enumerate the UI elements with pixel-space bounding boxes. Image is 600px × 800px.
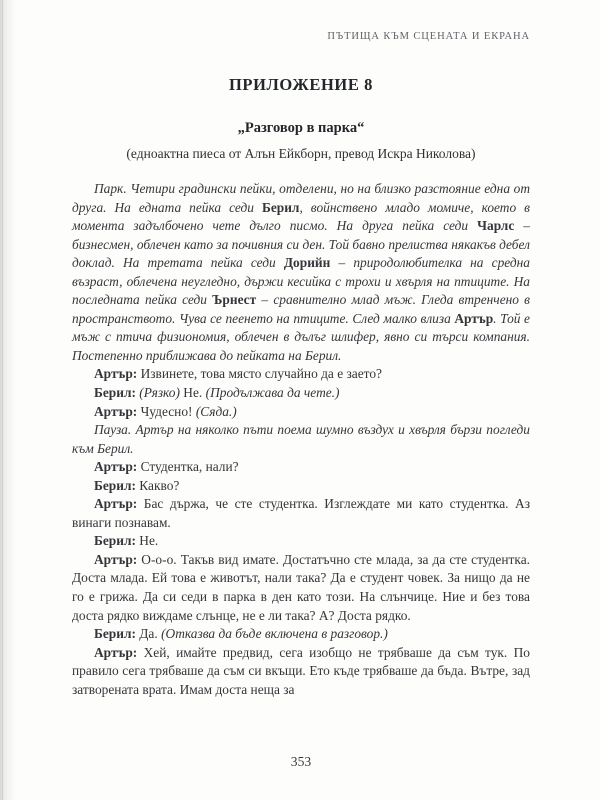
speech-text: Да. [135,626,162,642]
dialogue-line [72,644,530,700]
play-body [72,180,530,699]
speaker-name: Берил: [94,533,136,549]
scan-gutter-line [2,0,3,800]
stage-text-6: . Той е мъж с птича физиономия, облечен в дълъг шлифер, явно си търси компания. Постепенно приближава до пейката на Берил. [72,310,530,363]
page-content [72,0,530,800]
stage-text-1: Парк. Четири градински пейки, отделени, но на близко разстояние една от друга. На едната пейка седи [72,181,530,215]
character-charles: Чарлс [477,218,515,234]
speech-text: Студентка, нали? [137,459,239,475]
dialogue-line [72,458,530,477]
character-doreen: Дорийн [283,255,331,271]
stage-text-5: – сравнително млад мъж. Гледа втренчено в пространството. Чува се пеенето на птиците. След малко влиза [72,292,530,326]
speaker-name: Артър: [94,366,138,382]
speaker-name: Берил: [94,477,136,493]
speech-text: Извинете, това място случайно да е заето? [137,366,382,382]
stage-text-2: , войнствено младо момиче, което в момента задълбочено чете дълго писмо. На друга пейка седи [72,199,530,234]
character-arthur: Артър [454,310,494,326]
speaker-name: Берил: [94,626,136,642]
post-direction: (Отказва да бъде включена в разговор.) [161,626,388,642]
speech-text: Хей, имайте предвид, сега изобщо не трябваше да съм тук. По правило сега трябваше да съм си вкъщи. Ето къде трябваше да бъда. Вътре, зад затворената врата. Имам доста неща за [72,644,530,697]
speaker-name: Берил: [94,385,136,401]
dialogue-line [72,477,530,496]
speaker-name: Артър: [94,459,138,475]
speech-text: Не. [135,533,159,549]
dialogue-line [72,403,530,422]
stage-text-4: – природолюбителка на средна възраст, облечена неугледно, държи кесийка с трохи и хвърля на птиците. На последната пейка седи [72,255,530,308]
page-number: 353 [290,754,312,769]
dialogue-line [72,495,530,532]
dialogue-line [72,551,530,625]
pause-stage-direction: Пауза. Артър на няколко пъти поема шумно въздух и хвърля бързи погледи към Берил. [72,422,530,456]
speech-text: Бас държа, че сте студентка. Изглеждате ми като студентка. Аз винаги познавам. [72,496,530,530]
speaker-name: Артър: [94,551,138,567]
opening-stage-direction [72,180,530,365]
character-beryl: Берил [261,199,300,215]
post-direction: (Продължава да чете.) [205,385,340,401]
speaker-name: Артър: [94,644,138,660]
post-direction: (Сяда.) [195,403,237,419]
dialogue-line [72,365,530,384]
play-subtitle: (едноактна пиеса от Алън Ейкборн, превод Искра Николова) [126,146,476,161]
dialogue-line [72,625,530,644]
appendix-title: ПРИЛОЖЕНИЕ 8 [228,75,374,94]
scan-gutter-shadow [0,0,16,800]
speaker-name: Артър: [94,496,138,512]
speech-text: О-о-о. Такъв вид имате. Достатъчно сте млада, за да сте студентка. Доста млада. Ей това е животът, нали така? Да е студент човек. За нищо да не го е грижа. Да си седи в парка в ден като този. На слънчице. Ние и без това доста рядко виждаме слънце, не е ли така? А? Доста рядко. [72,551,530,623]
speaker-name: Артър: [94,403,138,419]
stage-text-3: – бизнесмен, облечен като за почивния си ден. Той бавно прелиства някакъв дебел доклад. На третата пейка седи [72,218,531,271]
speech-text: Не. [179,385,206,401]
dialogue-line [72,532,530,551]
pre-direction: (Рязко) [135,385,180,401]
speech-text: Какво? [135,477,180,493]
running-head: ПЪТИЩА КЪМ СЦЕНАТА И ЕКРАНА [327,31,530,42]
speech-text: Чудесно! [137,403,196,419]
character-ernest: Ърнест [212,292,257,308]
play-title: „Разговор в парка“ [237,120,365,136]
dialogue-line [72,384,530,403]
